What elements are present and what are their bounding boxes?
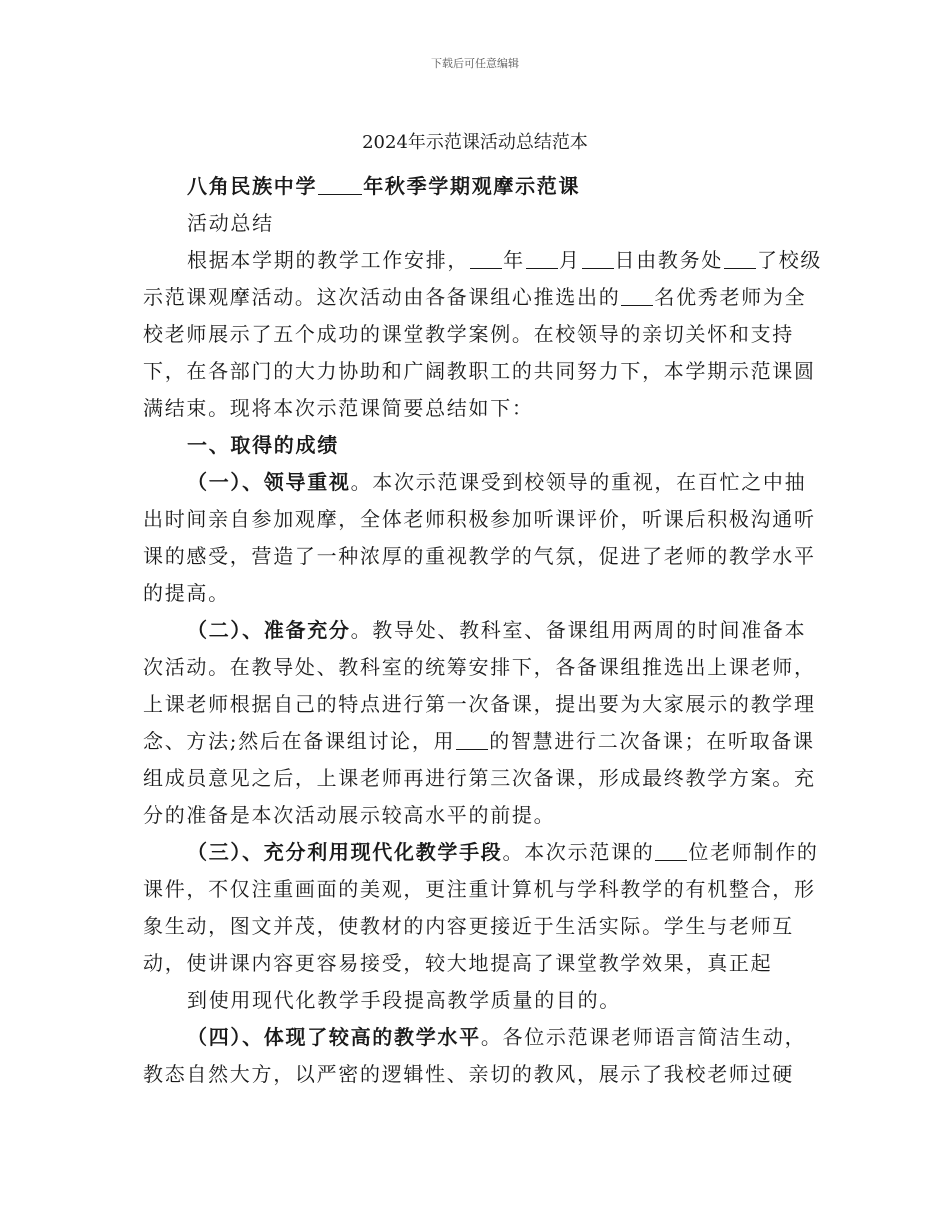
- intro-text: 年: [503, 248, 525, 272]
- intro-text: 根据本学期的教学工作安排，: [187, 248, 470, 272]
- intro-text: 月: [558, 248, 581, 272]
- blank-line: [526, 248, 558, 269]
- blank-line: [582, 248, 614, 269]
- blank-line: [724, 248, 756, 269]
- blank-line: [621, 285, 653, 306]
- section-heading-achievements: 一、取得的成绩: [187, 433, 339, 457]
- intro-paragraph: [143, 242, 823, 427]
- subtitle: [143, 168, 823, 205]
- item-text: 。本次示范课的: [502, 840, 655, 864]
- item-text: 。各位示范课老师语言简洁生动，教态自然大方，以严密的逻辑性、亲切的教风，展示了我校老师过硬: [143, 1025, 807, 1086]
- item-lead: （四）、体现了较高的教学水平: [187, 1025, 481, 1049]
- item-lead: （二）、准备充分: [187, 618, 351, 642]
- blank-line: [318, 174, 362, 195]
- item-paragraph-1: [143, 464, 823, 612]
- item-paragraph-3: [143, 834, 823, 982]
- blank-line: [456, 729, 488, 750]
- item-paragraph-4: [143, 1019, 823, 1093]
- intro-text: 了校级示范课观摩活动。这次活动由各备课组心推选出的: [143, 248, 823, 309]
- intro-text: 日由教务处: [614, 248, 724, 272]
- item-paragraph-2: [143, 612, 823, 834]
- item-text: 的智慧进行二次备课；在听取备课组成员意见之后，上课老师再进行第三次备课，形成最终教学方案。充分的准备是本次活动展示较高水平的前提。: [143, 729, 816, 827]
- document-body: [143, 168, 823, 1093]
- subtitle-rest: 年秋季学期观摩示范课: [363, 174, 581, 198]
- item-text: 。本次示范课受到校领导的重视，在百忙之中抽出时间亲自参加观摩，全体老师积极参加听课评价，听课后积极沟通听课的感受，营造了一种浓厚的重视教学的气氛，促进了老师的教学水平的提高。: [143, 470, 816, 605]
- item-text: 。教导处、教科室、备课组用两周的时间准备本次活动。在教导处、教科室的统筹安排下，各备课组推选出上课老师，上课老师根据自己的特点进行第一次备课，提出要为大家展示的教学理念、方法;然后在备课组讨论，用: [143, 618, 816, 753]
- document-title: 2024年示范课活动总结范本: [362, 132, 588, 153]
- intro-text: 名优秀老师为全校老师展示了五个成功的课堂教学案例。在校领导的亲切关怀和支持下，在各部门的大力协助和广阔教职工的共同努力下，本学期示范课圆满结束。现将本次示范课简要总结如下：: [143, 285, 816, 420]
- subtitle-continuation: 活动总结: [187, 211, 274, 235]
- page-header-note: 下载后可任意编辑: [431, 57, 519, 70]
- item-lead: （一）、领导重视: [187, 470, 351, 494]
- item-paragraph-3-continuation: 到使用现代化教学手段提高教学质量的目的。: [187, 988, 621, 1012]
- item-text: 位老师制作的课件，不仅注重画面的美观，更注重计算机与学科教学的有机整合，形象生动，图文并茂，使教材的内容更接近于生活实际。学生与老师互动，使讲课内容更容易接受，较大地提高了课堂教学效果，真正起: [143, 840, 819, 975]
- blank-line: [655, 840, 687, 861]
- item-lead: （三）、充分利用现代化教学手段: [187, 840, 503, 864]
- subtitle-school: 八角民族中学: [187, 174, 318, 198]
- blank-line: [470, 248, 502, 269]
